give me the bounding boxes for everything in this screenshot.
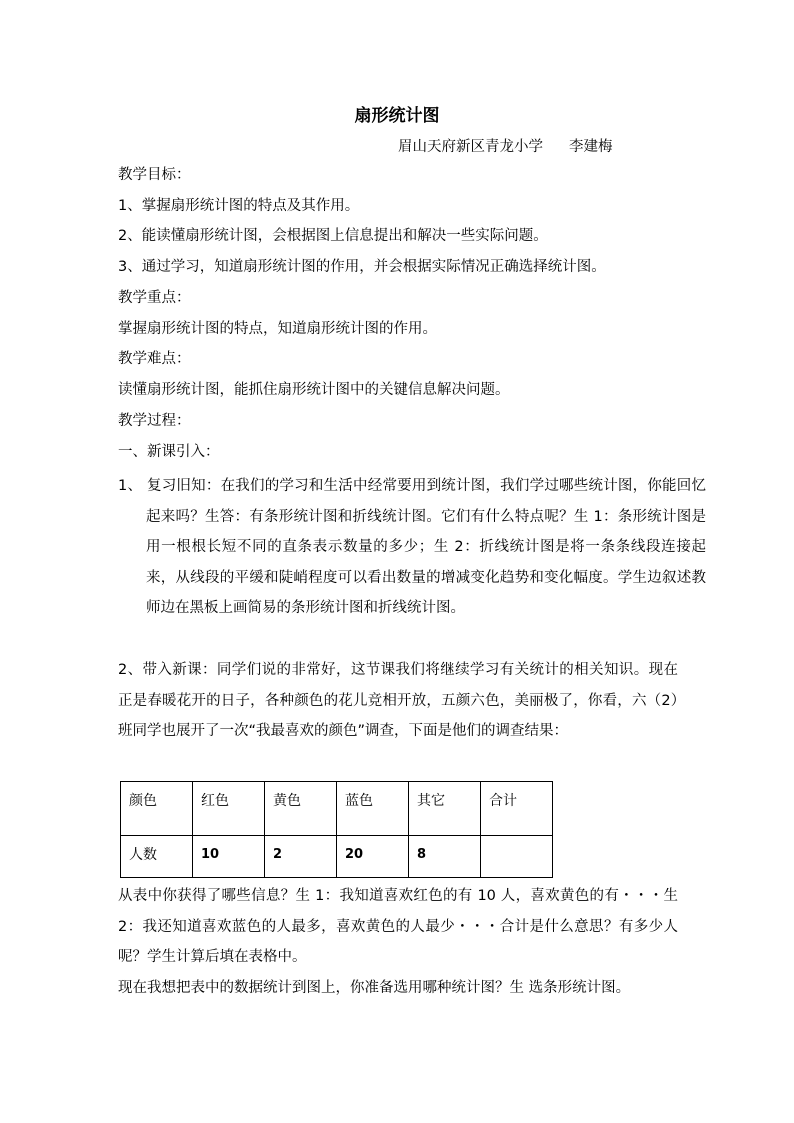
color-survey-table: [120, 781, 553, 878]
difficult-text: 读懂扇形统计图，能抓住扇形统计图中的关键信息解决问题。: [118, 382, 510, 398]
table-cell: 20: [337, 836, 409, 878]
process-heading: 教学过程：: [118, 413, 191, 429]
key-text: 掌握扇形统计图的特点，知道扇形统计图的作用。: [118, 321, 437, 337]
key-heading: 教学重点：: [118, 290, 191, 306]
table-header-cell: 蓝色: [337, 782, 409, 836]
page-title: 扇形统计图: [354, 106, 440, 126]
table-header-cell: 黄色: [265, 782, 337, 836]
table-header-row: [121, 782, 553, 836]
author-line: [398, 136, 613, 158]
school-name: 眉山天府新区青龙小学: [398, 139, 543, 155]
table-header-cell: 颜色: [121, 782, 193, 836]
section-heading: 一、新课引入：: [118, 444, 220, 460]
author-name: 李建梅: [569, 139, 613, 155]
table-header-cell: 红色: [193, 782, 265, 836]
after-table-paragraph: 从表中你获得了哪些信息？生 1：我知道喜欢红色的有 10 人，喜欢黄色的有・・・生 2：我还知道喜欢蓝色的人最多，喜欢黄色的人最少・・・合计是什么意思？有多少人呢？学生计算后填在表格中。: [118, 888, 678, 965]
difficult-heading: 教学难点：: [118, 351, 191, 367]
goals-heading: 教学目标：: [118, 167, 191, 183]
step-1-paragraph: 1、 复习旧知：在我们的学习和生活中经常要用到统计图，我们学过哪些统计图，你能回忆起来吗？生答：有条形统计图和折线统计图。它们有什么特点呢？生 1：条形统计图是用一根根长短不同的直条表示数量的多少；生 2：折线统计图是将一条条线段连接起来，从线段的平缓和陡峭程度可以看出数量的增减变化趋势和变化幅度。学生边叙述教师边在黑板上画简易的条形统计图和折线统计图。: [118, 478, 706, 616]
table-cell: 10: [193, 836, 265, 878]
total-cell: [481, 836, 553, 878]
table-cell: 8: [409, 836, 481, 878]
table-header-cell: 其它: [409, 782, 481, 836]
goal-item: 2、能读懂扇形统计图，会根据图上信息提出和解决一些实际问题。: [118, 228, 548, 244]
table-cell: 2: [265, 836, 337, 878]
goal-item: 3、通过学习，知道扇形统计图的作用，并会根据实际情况正确选择统计图。: [118, 259, 606, 275]
goal-item: 1、掌握扇形统计图的特点及其作用。: [118, 198, 360, 214]
step-2-paragraph: 2、带入新课：同学们说的非常好，这节课我们将继续学习有关统计的相关知识。现在正是春暖花开的日子，各种颜色的花儿竞相开放，五颜六色，美丽极了，你看，六（2）班同学也展开了一次“我最喜欢的颜色”调查，下面是他们的调查结果：: [118, 662, 678, 739]
table-header-cell: 合计: [481, 782, 553, 836]
last-line: 现在我想把表中的数据统计到图上，你准备选用哪种统计图？生 选条形统计图。: [118, 980, 631, 996]
row-label-cell: 人数: [121, 836, 193, 878]
table-row: [121, 836, 553, 878]
